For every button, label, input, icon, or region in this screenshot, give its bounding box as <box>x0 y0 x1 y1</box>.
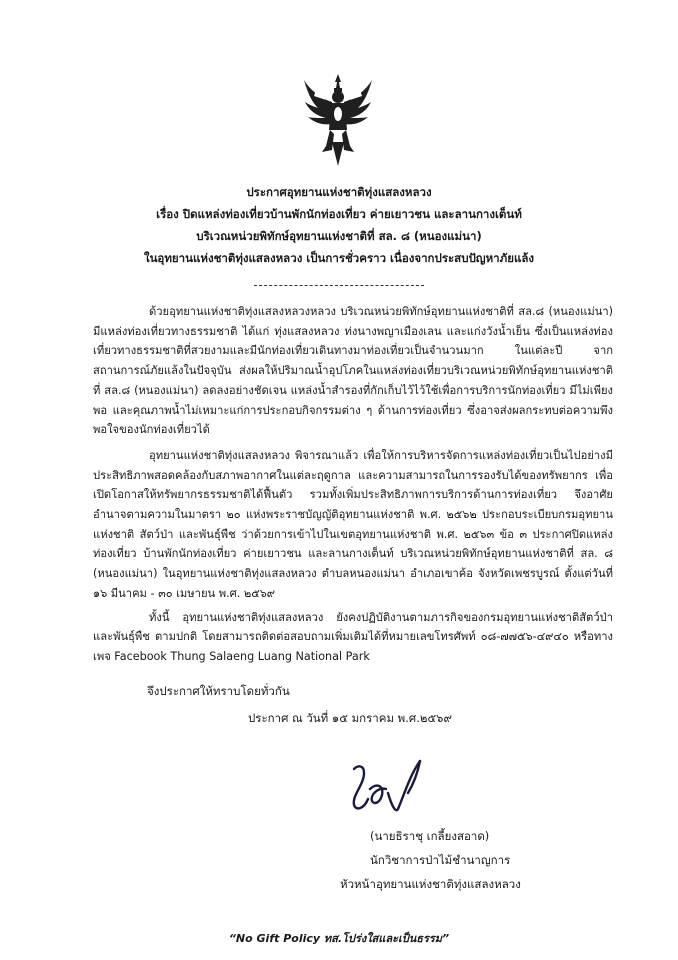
body-text <box>93 302 613 667</box>
closing-statement: จึงประกาศให้ทราบโดยทั่วกัน <box>147 684 290 698</box>
paragraph-contact: ทั้งนี้ อุทยานแห่งชาติทุ่งแสลงหลวง ยังคงปฏิบัติงานตามภารกิจของกรมอุทยานแห่งชาติสัตว์ป่าและพันธุ์พืช ตามปกติ โดยสามารถติดต่อสอบถามเพิ่มเติมได้ที่หมายเลขโทรศัพท์ ๐๘-๗๗๕๖-๔๙๔๐ หรือทางเพจ Facebook Thung Salaeng Luang National Park <box>93 610 613 663</box>
handwritten-signature-icon <box>348 755 438 825</box>
garuda-emblem-icon <box>302 72 374 168</box>
divider <box>254 285 424 286</box>
announcement-title: ประกาศอุทยานแห่งชาติทุ่งแสลงหลวง <box>246 185 432 199</box>
announcement-date: ประกาศ ณ วันที่ ๑๕ มกราคม พ.ศ.๒๕๖๙ <box>248 711 452 725</box>
paragraph-decision: อุทยานแห่งชาติทุ่งแสลงหลวง พิจารณาแล้ว เพื่อให้การบริหารจัดการแหล่งท่องเที่ยวเป็นไปอย่างมีประสิทธิภาพสอดคล้องกับสภาพอากาศในแต่ละฤดูกาล และความสามารถในการรองรับได้ของทรัพยากร เพื่อเปิดโอกาสให้ทรัพยากรธรรมชาติได้ฟื้นตัว รวมทั้งเพิ่มประสิทธิภาพการบริการด้านการท่องเที่ยว จึงอาศัยอำนาจตามความในมาตรา ๒๐ แห่งพระราชบัญญัติอุทยานแห่งชาติ พ.ศ. ๒๕๖๒ ประกอบระเบียบกรมอุทยานแห่งชาติ สัตว์ป่า และพันธุ์พืช ว่าด้วยการเข้าไปในเขตอุทยานแห่งชาติ พ.ศ. ๒๕๖๓ ข้อ ๓ ประกาศปิดแหล่งท่องเที่ยว บ้านพักนักท่องเที่ยว ค่ายเยาวชน และลานกางเต็นท์ บริเวณหน่วยพิทักษ์อุทยานแห่งชาติที่ สล. ๘ (หนองแม่นา) ในอุทยานแห่งชาติทุ่งแสลงหลวง ตำบลหนองแม่นา อำเภอเขาค้อ จังหวัดเพชรบูรณ์ ตั้งแต่วันที่ ๑๖ มีนาคม - ๓๐ เมษายน พ.ศ. ๒๕๖๙ <box>93 448 613 600</box>
paragraph-background: ด้วยอุทยานแห่งชาติทุ่งแสลงหลวงหลวง บริเวณหน่วยพิทักษ์อุทยานแห่งชาติที่ สล.๘ (หนองแม่นา) มีแหล่งท่องเที่ยวทางธรรมชาติ ได้แก่ ทุ่งแสลงหลวง ท่งนางพญาเมืองเลน และแก่งวังน้ำเย็น ซึ่งเป็นแหล่งท่องเที่ยวทางธรรมชาติที่สวยงามและมีนักท่องเที่ยวเดินทางมาท่องเที่ยวเป็นจำนวนมาก ในแต่ละปี จากสถานการณ์ภัยแล้งในปัจจุบัน ส่งผลให้ปริมาณน้ำอุปโภคในแหล่งท่องเที่ยวบริเวณหน่วยพิทักษ์อุทยานแห่งชาติที่ สล.๘ (หนองแม่นา) ลดลงอย่างชัดเจน แหล่งน้ำสำรองที่กักเก็บไว้ไว้ใช้เพื่อการบริการนักท่องเที่ยว มีไม่เพียงพอ และคุณภาพน้ำไม่เหมาะแก่การประกอบกิจกรรมต่าง ๆ ด้านการท่องเที่ยว ซึ่งอาจส่งผลกระทบต่อความพึงพอใจของนักท่องเที่ยวได้ <box>93 305 613 437</box>
announcement-scope: ในอุทยานแห่งชาติทุ่งแสลงหลวง เป็นการชั่วคราว เนื่องจากประสบปัญหาภัยแล้ง <box>143 251 535 265</box>
signatory-title: หัวหน้าอุทยานแห่งชาติทุ่งแสลงหลวง <box>340 877 521 891</box>
signatory-name: (นายธิราชุ เกลี้ยงสอาด) <box>370 829 490 843</box>
announcement-location: บริเวณหน่วยพิทักษ์อุทยานแห่งชาติที่ สล. ๘ (หนองแม่นา) <box>196 229 482 243</box>
signatory-position: นักวิชาการป่าไม้ชำนาญการ <box>370 853 511 867</box>
announcement-subject: เรื่อง ปิดแหล่งท่องเที่ยวบ้านพักนักท่องเที่ยว ค่ายเยาวชน และลานกางเต็นท์ <box>156 207 522 221</box>
no-gift-policy: “No Gift Policy ทส.โปร่งใสและเป็นธรรม” <box>228 932 450 945</box>
